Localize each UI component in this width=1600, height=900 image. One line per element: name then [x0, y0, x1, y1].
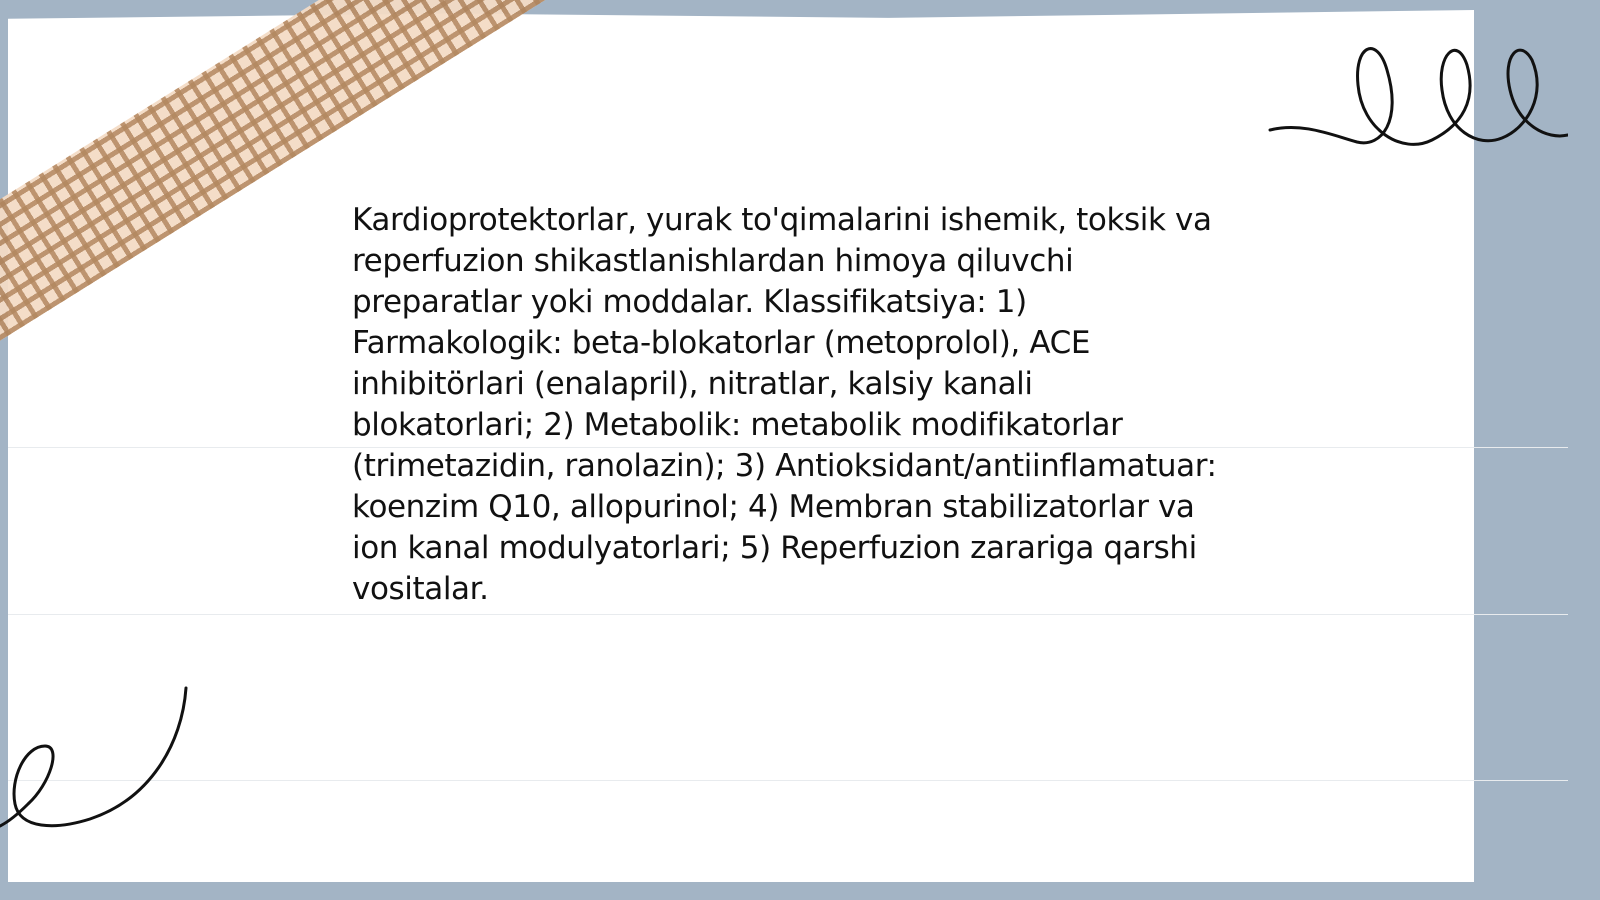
paper-rule-line — [8, 614, 1568, 615]
loop-scribble-icon — [1262, 30, 1568, 160]
body-text: Kardioprotektorlar, yurak to'qimalarini ishemik, toksik va reperfuzion shikastlanishlardan himoya qiluvchi preparatlar yoki moddalar. Klassifikatsiya: 1) Farmakologik: beta-blokatorlar (metoprolol), ACE inhibitörlari (enalapril), nitratlar, kalsiy kanali blokatorlari; 2) Metabolik: metabolik modifikatorlar (trimetazidin, ranolazin); 3) Antioksidant/antiinflamatuar: koenzim Q10, allopurinol; 4) Membran stabilizatorlar va ion kanal modulyatorlari; 5) Reperfuzion zarariga qarshi vositalar. — [352, 202, 1217, 607]
checkmark-scribble-icon — [0, 684, 200, 834]
paper-rule-line — [8, 780, 1568, 781]
